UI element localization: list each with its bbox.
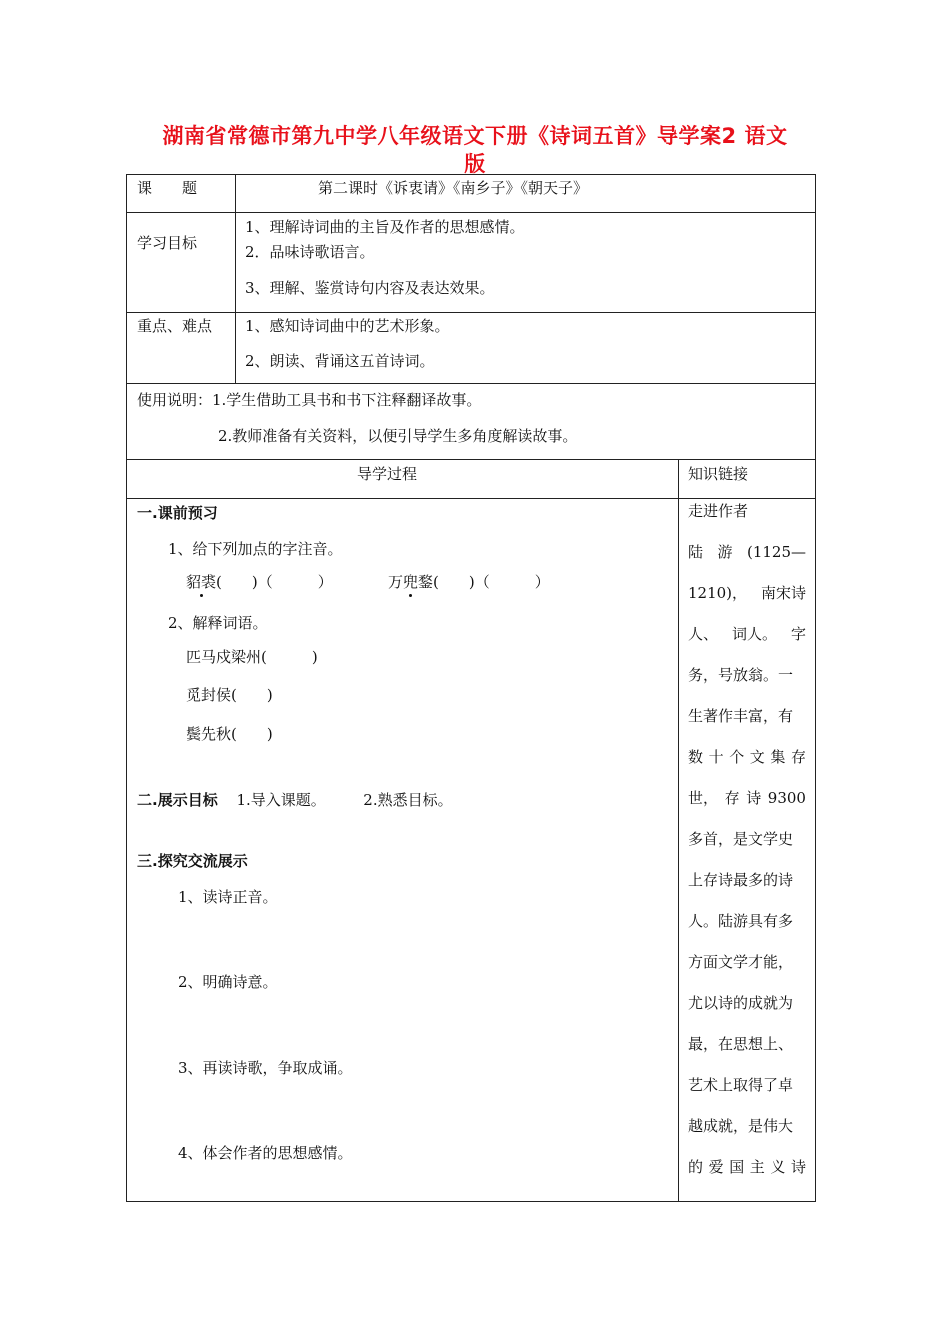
k-text: 的 (688, 1158, 704, 1176)
k-text: 生著作丰富，有 (688, 707, 794, 725)
usage-line-1: 使用说明：1.学生借助工具书和书下注释翻译故事。 (137, 391, 482, 409)
k-text: 9300 (767, 789, 806, 807)
k-text: 人、 (688, 625, 719, 643)
q1-word-1: 貂裘 (186, 573, 217, 591)
s3-item-1: 1、读诗正音。 (178, 888, 278, 906)
k-text: 游 (717, 543, 733, 561)
k-text: 集 (770, 748, 786, 766)
q2-item-1: 匹马戍梁州( ) (186, 648, 318, 666)
k-text: 最，在思想上、 (688, 1035, 794, 1053)
k-text: 南宋诗 (760, 584, 806, 602)
key-label: 重点、难点 (137, 317, 213, 335)
k-text: 字 (790, 625, 806, 643)
k-text: (1125— (746, 543, 806, 561)
goal-item-2: 2．品味诗歌语言。 (245, 243, 375, 261)
key-item-1: 1、感知诗词曲中的艺术形象。 (245, 317, 450, 335)
goals-label: 学习目标 (137, 234, 198, 252)
section-3-title: 三.探究交流展示 (137, 852, 248, 870)
q1-row-2 (388, 573, 550, 591)
k-text: 尤以诗的成就为 (688, 994, 794, 1012)
knowledge-heading: 走进作者 (688, 502, 749, 520)
k-text: 爱 (708, 1158, 724, 1176)
k-text: 艺术上取得了卓 (688, 1076, 794, 1094)
s3-item-4: 4、体会作者的思想感情。 (178, 1144, 353, 1162)
section-2-row (137, 791, 453, 809)
q1-blank-2: ( )（ ） (433, 573, 550, 591)
k-text: 十 (708, 748, 724, 766)
k-text: 存 (790, 748, 806, 766)
k-text: 陆 (688, 543, 704, 561)
q1-blank-1: ( )（ ） (216, 573, 333, 591)
question-2: 2、解释词语。 (168, 614, 268, 632)
k-text: 多首，是文学史 (688, 830, 794, 848)
topic-value: 第二课时《诉衷请》《南乡子》《朝天子》 (318, 179, 589, 197)
knowledge-header: 知识链接 (688, 465, 749, 483)
k-text: 数 (688, 748, 704, 766)
key-item-2: 2、朗读、背诵这五首诗词。 (245, 352, 435, 370)
section-2-title: 二.展示目标 (137, 791, 218, 809)
q1-word-2: 万兜鍪 (388, 573, 434, 591)
s3-item-3: 3、再读诗歌，争取成诵。 (178, 1059, 353, 1077)
q2-item-3: 鬓先秋( ) (186, 725, 273, 743)
process-header: 导学过程 (357, 465, 418, 483)
s3-item-2: 2、明确诗意。 (178, 973, 278, 991)
title-line-1: 湖南省常德市第九中学八年级语文下册《诗词五首》导学案2 语文 (162, 124, 788, 148)
q2-item-2: 觅封侯( ) (186, 686, 273, 704)
k-text: 世， (688, 789, 719, 807)
k-text: 存 (724, 789, 740, 807)
k-text: 务，号放翁。一 (688, 666, 794, 684)
k-text: 1210)， (688, 584, 748, 602)
k-text: 义 (770, 1158, 786, 1176)
k-text: 国 (729, 1158, 745, 1176)
knowledge-column (688, 491, 806, 1188)
title-line-2: 版 (464, 152, 486, 176)
section-2-items: 1.导入课题。 2.熟悉目标。 (236, 791, 453, 809)
k-text: 词人。 (731, 625, 777, 643)
k-text: 个 (729, 748, 745, 766)
k-text: 人。陆游具有多 (688, 912, 794, 930)
goal-item-1: 1、理解诗词曲的主旨及作者的思想感情。 (245, 218, 525, 236)
usage-line-2: 2.教师准备有关资料，以便引导学生多角度解读故事。 (218, 427, 578, 445)
k-text: 诗 (790, 1158, 806, 1176)
k-text: 方面文学才能， (688, 953, 794, 971)
k-text: 越成就，是伟大 (688, 1117, 794, 1135)
k-text: 文 (749, 748, 765, 766)
k-text: 上存诗最多的诗 (688, 871, 794, 889)
topic-label: 课 题 (137, 179, 198, 197)
goal-item-3: 3、理解、鉴赏诗句内容及表达效果。 (245, 279, 495, 297)
question-1: 1、给下列加点的字注音。 (168, 540, 343, 558)
k-text: 诗 (746, 789, 762, 807)
q1-row (186, 573, 333, 591)
section-1-title: 一.课前预习 (137, 504, 218, 522)
k-text: 主 (749, 1158, 765, 1176)
